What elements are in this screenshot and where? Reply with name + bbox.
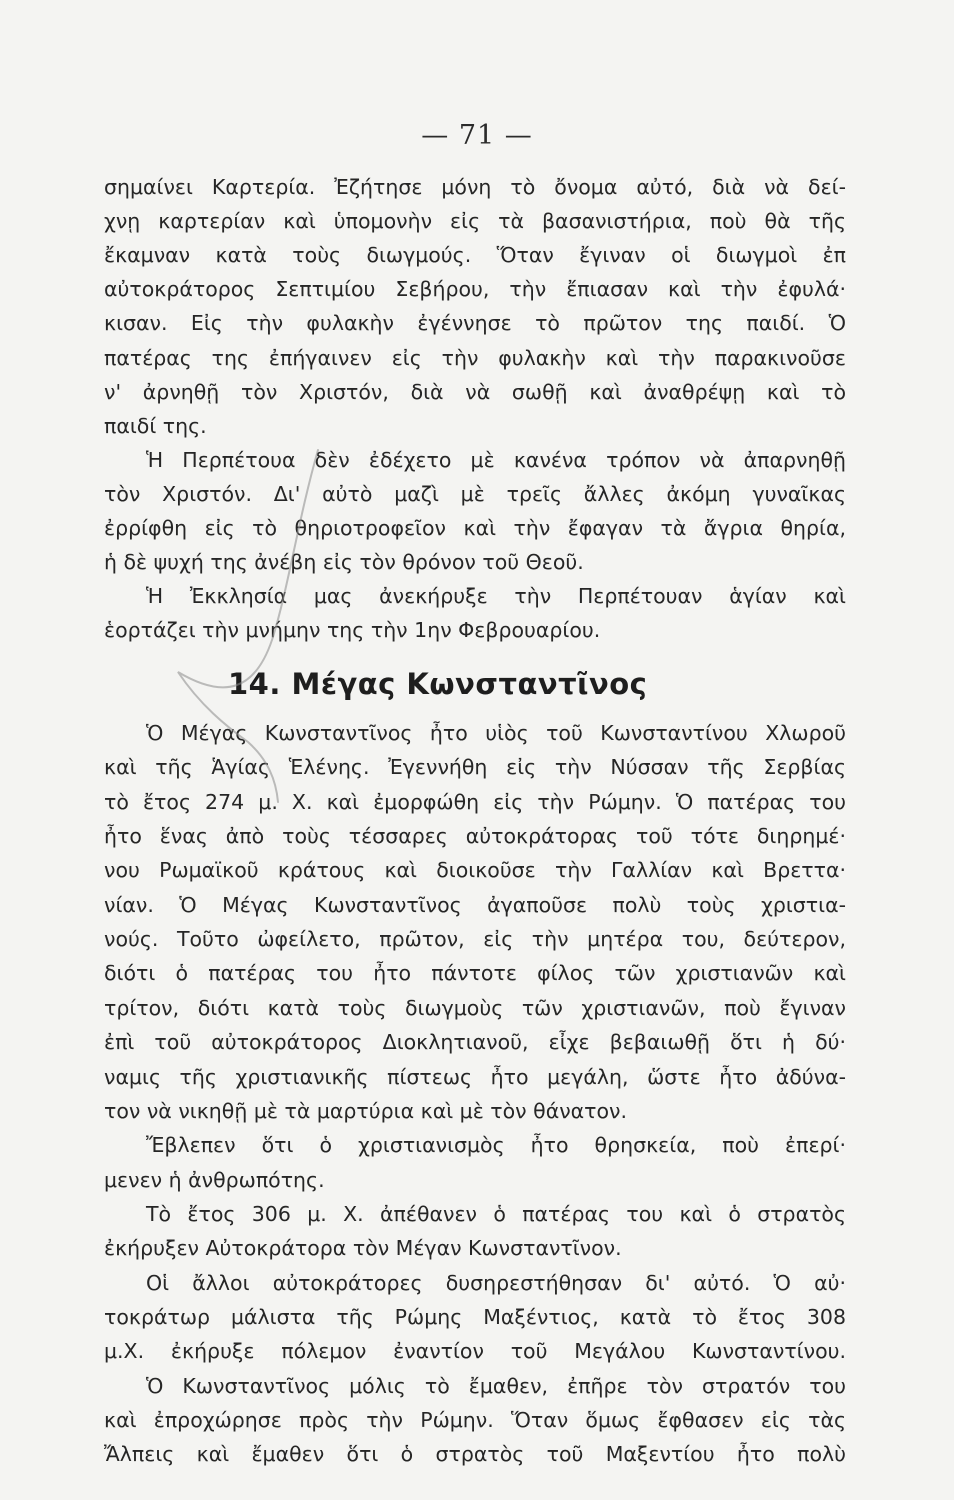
text-line: κισαν. Εἰς τὴν φυλακὴν ἐγέννησε τὸ πρῶτον της παιδί. Ὁ: [104, 311, 846, 336]
text-line: Ἄλπεις καὶ ἔμαθεν ὅτι ὁ στρατὸς τοῦ Μαξεντίου ἦτο πολὺ: [104, 1442, 846, 1467]
text-line: ἐπὶ τοῦ αὐτοκράτορος Διοκλητιανοῦ, εἶχε βεβαιωθῇ ὅτι ἡ δύ·: [104, 1030, 846, 1055]
text-line: Ἡ Περπέτουα δὲν ἐδέχετο μὲ κανένα τρόπον νὰ ἀπαρνηθῇ: [146, 447, 846, 472]
text-line: τὸν Χριστόν. Δι' αὐτὸ μαζὶ μὲ τρεῖς ἄλλες ἀκόμη γυναῖκας: [104, 481, 846, 506]
text-line: καὶ τῆς Ἁγίας Ἑλένης. Ἐγεννήθη εἰς τὴν Νύσσαν τῆς Σερβίας: [104, 755, 846, 780]
text-line: Ἔβλεπεν ὅτι ὁ χριστιανισμὸς ἦτο θρησκεία, ποὺ ἐπερί·: [146, 1133, 846, 1158]
text-line: αὐτοκράτορος Σεπτιμίου Σεβήρου, τὴν ἔπιασαν καὶ τὴν ἐφυλά·: [104, 277, 846, 302]
text-line: παιδί της.: [104, 413, 207, 438]
page-number: — 71 —: [421, 120, 533, 151]
text-line: ἐρρίφθη εἰς τὸ θηριοτροφεῖον καὶ τὴν ἔφαγαν τὰ ἄγρια θηρία,: [104, 516, 846, 540]
text-line: Ὁ Κωνσταντῖνος μόλις τὸ ἔμαθεν, ἐπῆρε τὸν στρατόν του: [146, 1373, 846, 1398]
text-line: διότι ὁ πατέρας του ἦτο πάντοτε φίλος τῶν χριστιανῶν καὶ: [104, 961, 846, 986]
text-line: ἡ δὲ ψυχή της ἀνέβη εἰς τὸν θρόνον τοῦ Θεοῦ.: [104, 550, 584, 575]
text-line: ἦτο ἕνας ἀπὸ τοὺς τέσσαρες αὐτοκράτορας τοῦ τότε διηρημέ·: [104, 824, 846, 849]
text-line: τοκράτωρ μάλιστα τῆς Ρώμης Μαξέντιος, κατὰ τὸ ἔτος 308: [104, 1304, 846, 1329]
text-line: Τὸ ἔτος 306 μ. Χ. ἀπέθανεν ὁ πατέρας του καὶ ὁ στρατὸς: [146, 1201, 846, 1226]
text-line: Ὁ Μέγας Κωνσταντῖνος ἦτο υἱὸς τοῦ Κωνσταντίνου Χλωροῦ: [146, 721, 846, 745]
text-line: ν' ἀρνηθῇ τὸν Χριστόν, διὰ νὰ σωθῇ καὶ ἀναθρέψῃ καὶ τὸ: [104, 379, 846, 404]
text-line: ναμις τῆς χριστιανικῆς πίστεως ἦτο μεγάλη, ὥστε ἦτο ἀδύνα-: [104, 1064, 846, 1089]
text-line: καὶ ἐπροχώρησε πρὸς τὴν Ρώμην. Ὅταν ὅμως ἔφθασεν εἰς τὰς: [104, 1408, 846, 1432]
text-line: χνῃ καρτερίαν καὶ ὑπομονὴν εἰς τὰ βασανιστήρια, ποὺ θὰ τῆς: [104, 209, 846, 234]
text-line: ἐκήρυξεν Αὐτοκράτορα τὸν Μέγαν Κωνσταντῖνον.: [104, 1236, 622, 1261]
text-line: σημαίνει Καρτερία. Ἐζήτησε μόνη τὸ ὄνομα αὐτό, διὰ νὰ δεί-: [104, 175, 846, 199]
text-line: τον νὰ νικηθῇ μὲ τὰ μαρτύρια καὶ μὲ τὸν θάνατον.: [104, 1098, 628, 1123]
text-line: νου Ρωμαϊκοῦ κράτους καὶ διοικοῦσε τὴν Γαλλίαν καὶ Βρεττα·: [104, 858, 846, 883]
text-line: πατέρας της ἐπήγαινεν εἰς τὴν φυλακὴν καὶ τὴν παρακινοῦσε: [104, 345, 846, 370]
text-line: Ἡ Ἐκκλησία μας ἀνεκήρυξε τὴν Περπέτουαν ἁγίαν καὶ: [146, 584, 846, 609]
text-line: μενεν ἡ ἀνθρωπότης.: [104, 1167, 325, 1192]
text-line: τὸ ἔτος 274 μ. Χ. καὶ ἐμορφώθη εἰς τὴν Ρώμην. Ὁ πατέρας του: [104, 789, 846, 814]
text-line: νίαν. Ὁ Μέγας Κωνσταντῖνος ἀγαποῦσε πολὺ τοὺς χριστια-: [104, 892, 846, 917]
text-line: ἔκαμναν κατὰ τοὺς διωγμούς. Ὅταν ἔγιναν οἱ διωγμοὶ ἐπ: [104, 243, 846, 268]
section-heading: 14. Μέγας Κωνσταντῖνος: [228, 667, 648, 701]
text-line: μ.Χ. ἐκήρυξε πόλεμον ἐναντίον τοῦ Μεγάλου Κωνσταντίνου.: [104, 1339, 846, 1364]
text-line: Οἱ ἄλλοι αὐτοκράτορες δυσηρεστήθησαν δι' αὐτό. Ὁ αὐ·: [146, 1270, 846, 1295]
text-line: ἑορτάζει τὴν μνήμην της τὴν 1ην Φεβρουαρίου.: [104, 618, 601, 643]
text-line: νούς. Τοῦτο ὠφείλετο, πρῶτον, εἰς τὴν μητέρα του, δεύτερον,: [104, 927, 846, 952]
text-line: τρίτον, διότι κατὰ τοὺς διωγμοὺς τῶν χριστιανῶν, ποὺ ἔγιναν: [104, 995, 846, 1020]
